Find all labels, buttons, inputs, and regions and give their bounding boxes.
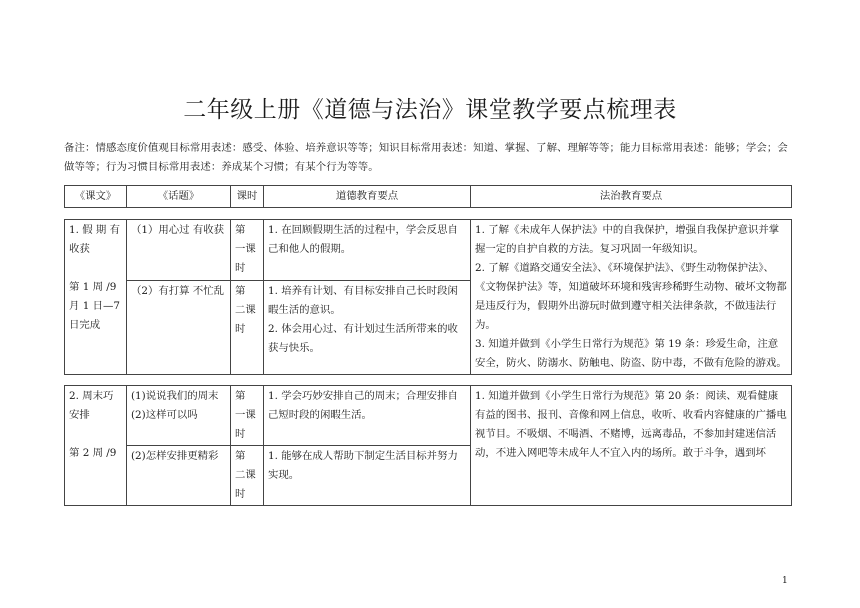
moral-point: 1. 培养有计划、有目标安排自己长时段闲暇生活的意识。: [268, 285, 458, 317]
header-law: 法治教育要点: [471, 186, 792, 208]
teaching-points-table: [64, 185, 792, 506]
lesson-title: 2. 周末巧安排: [69, 390, 114, 421]
moral-cell: 1. 在回顾假期生活的过程中，学会反思自己和他人的假期。: [264, 220, 471, 281]
lesson-title: 1. 假 期 有收获: [69, 224, 120, 255]
table-header-row: [65, 186, 792, 208]
topic-cell: (2)怎样安排更精彩: [127, 446, 231, 506]
lesson-schedule: 第 1 周 /9 月 1 日—7 日完成: [69, 281, 120, 331]
spacer-row: [65, 208, 792, 220]
header-period: 课时: [231, 186, 264, 208]
period-cell: 第 一课时: [231, 386, 264, 446]
remark-note: 备注：情感态度价值观目标常用表述：感受、体验、培养意识等等；知识目标常用表述：知道、掌握、了解、理解等等；能力目标常用表述：能够；学会；会做等等；行为习惯目标常用表述：养成某个习惯；有某个行为等等。: [64, 142, 788, 173]
law-point: 1. 了解《未成年人保护法》中的自我保护，增强自我保护意识并掌握一定的自护自救的方法。复习巩固一年级知识。: [475, 224, 780, 255]
moral-cell: [264, 281, 471, 375]
moral-cell: 1. 能够在成人帮助下制定生活目标并努力实现。: [264, 446, 471, 506]
page-number: 1: [782, 576, 788, 586]
period-cell: 第 二课时: [231, 446, 264, 506]
topic-cell: [127, 386, 231, 446]
spacer-row: [65, 375, 792, 386]
law-point: 3. 知道并做到《小学生日常行为规范》第 19 条：珍爱生命，注意安全，防火、防溺水、防触电、防盗、防中毒，不做有危险的游戏。: [475, 338, 787, 369]
lesson-schedule: 第 2 周 /9: [69, 447, 117, 459]
table-row: [65, 386, 792, 446]
topic-line: (1)说说我们的周末: [131, 390, 219, 402]
document-title: 二年级上册《道德与法治》课堂教学要点梳理表: [183, 97, 677, 123]
law-point: 2. 了解《道路交通安全法》、《环境保护法》、《野生动物保护法》、《文物保护法》等，知道破坏环境和残害珍稀野生动物、破坏文物都是违反行为，假期外出游玩时做到遵守相关法律条款，不做违法行为。: [475, 262, 787, 331]
header-lesson: 《课文》: [65, 186, 127, 208]
header-topic: 《话题》: [127, 186, 231, 208]
lesson-cell: [65, 386, 127, 506]
law-cell: [471, 220, 792, 375]
table-row: [65, 220, 792, 281]
period-cell: 第 一课时: [231, 220, 264, 281]
moral-point: 2. 体会用心过、有计划过生活所带来的收获与快乐。: [268, 323, 458, 355]
period-cell: 第 二课时: [231, 281, 264, 375]
topic-cell: （2）有打算 不忙乱: [127, 281, 231, 375]
lesson-cell: [65, 220, 127, 375]
header-moral: 道德教育要点: [264, 186, 471, 208]
topic-cell: （1）用心过 有收获: [127, 220, 231, 281]
topic-line: (2)这样可以吗: [131, 409, 198, 421]
law-cell: 1. 知道并做到《小学生日常行为规范》第 20 条：阅读、观看健康有益的图书、报刊、音像和网上信息，收听、收看内容健康的广播电视节目。不吸烟、不喝酒、不赌博，远离毒品，不参加封建迷信活动，不进入网吧等未成年人不宜入内的场所。敢于斗争，遇到坏: [471, 386, 792, 506]
moral-cell: 1. 学会巧妙安排自己的周末；合理安排自己短时段的闲暇生活。: [264, 386, 471, 446]
